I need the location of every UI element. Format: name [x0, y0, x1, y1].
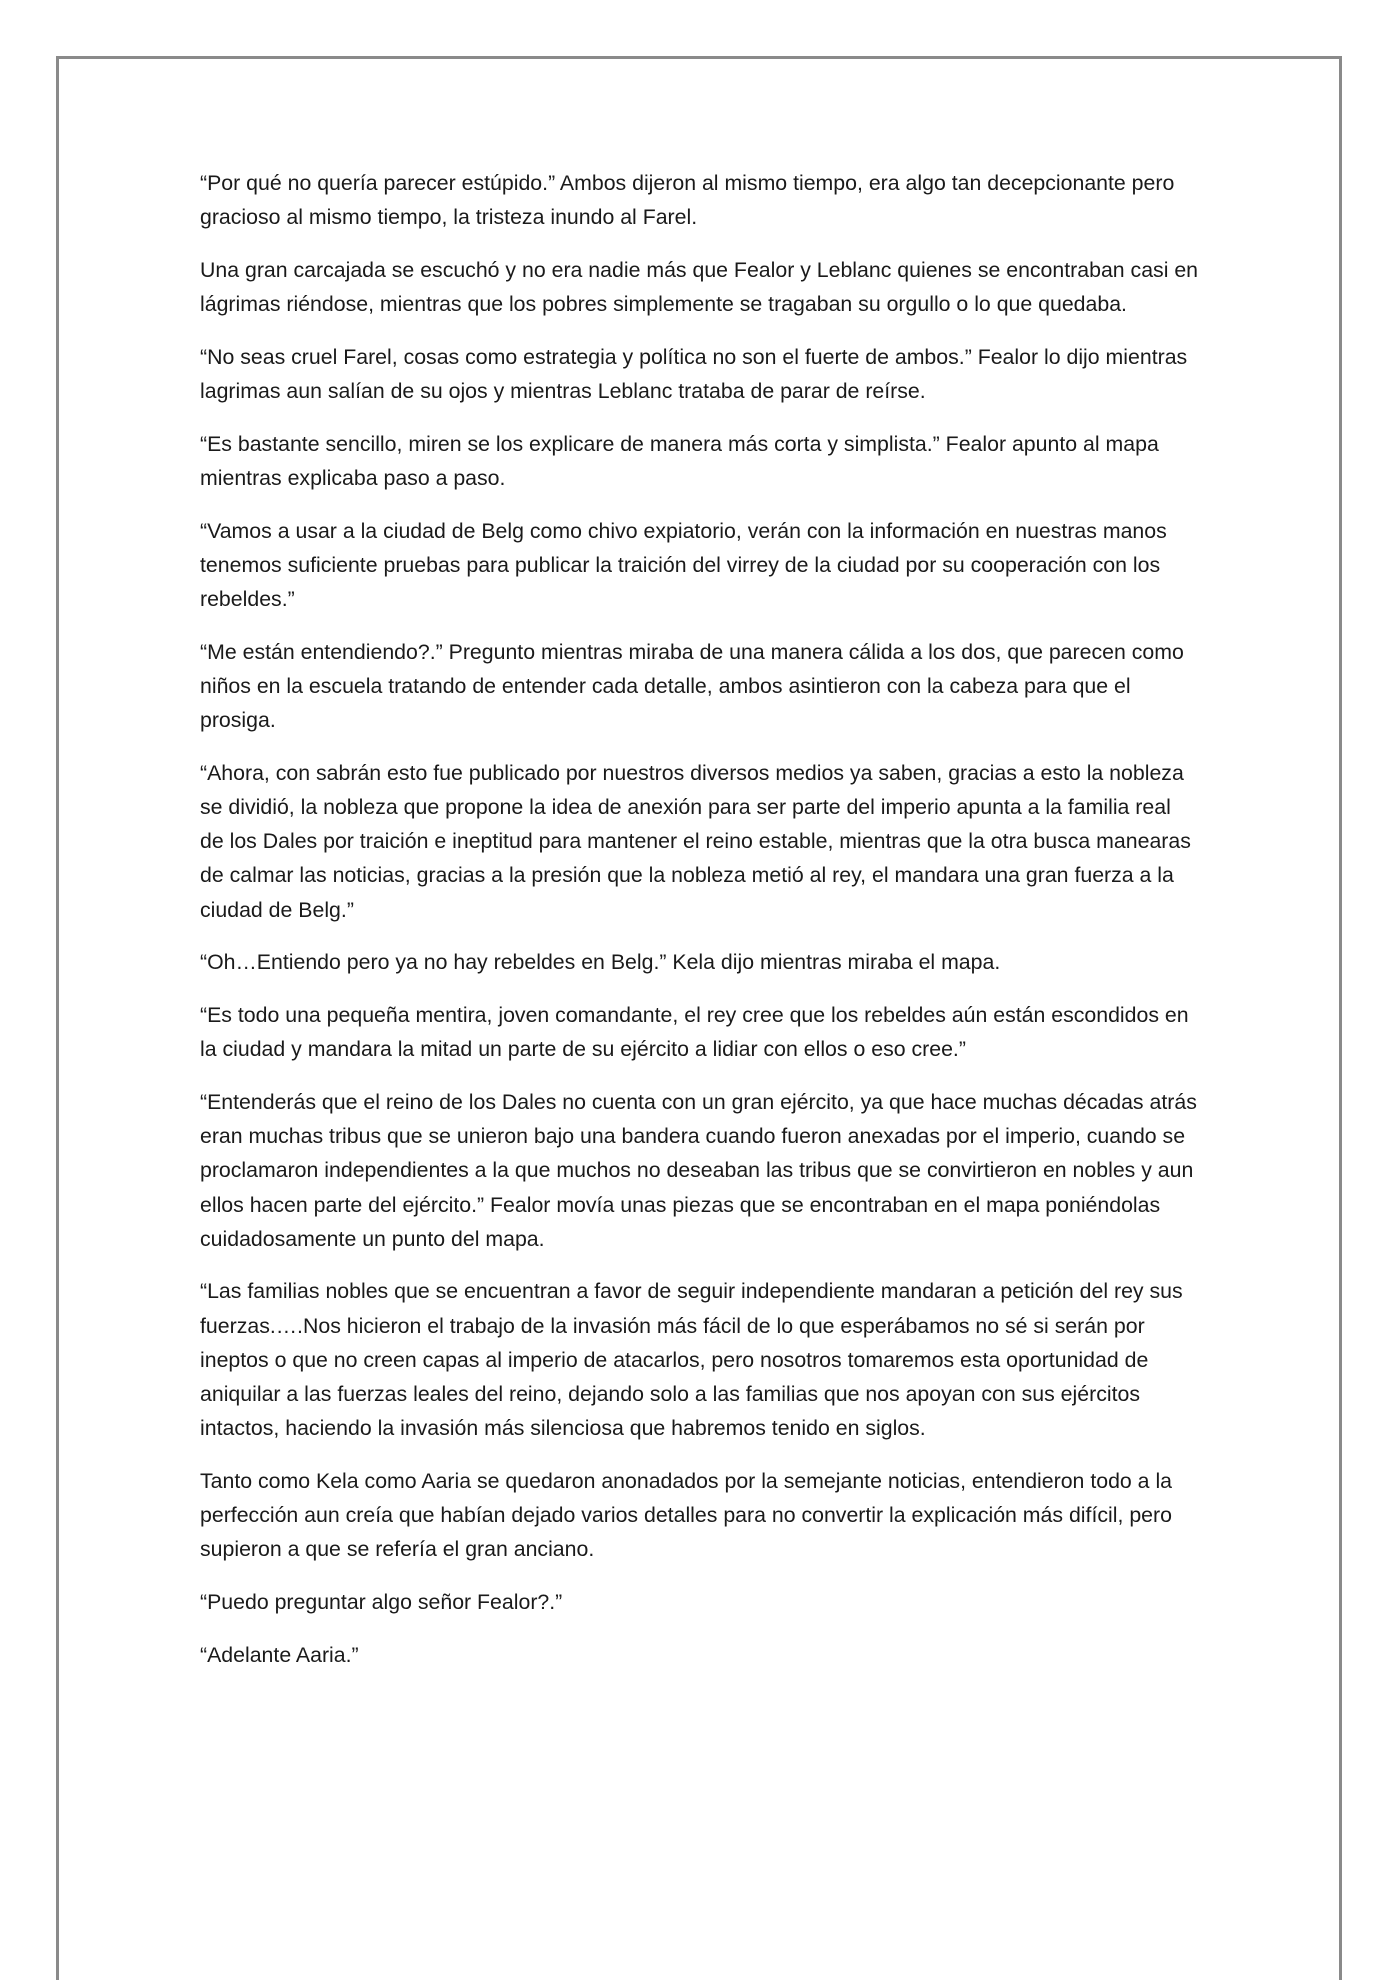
paragraph: “Oh…Entiendo pero ya no hay rebeldes en Belg.” Kela dijo mientras miraba el mapa.: [200, 950, 1001, 975]
paragraph: “Adelante Aaria.”: [200, 1642, 359, 1667]
paragraph: “Me están entendiendo?.” Pregunto mientras miraba de una manera cálida a los dos, que parecen como niños en la escuela tratando de entender cada detalle, ambos asintieron con la cabeza para que el prosiga.: [200, 639, 1184, 733]
paragraph: “Por qué no quería parecer estúpido.” Ambos dijeron al mismo tiempo, era algo tan decepcionante pero gracioso al mismo tiempo, la tristeza inundo al Farel.: [200, 171, 1175, 230]
paragraph: “Ahora, con sabrán esto fue publicado por nuestros diversos medios ya saben, gracias a esto la nobleza se dividió, la nobleza que propone la idea de anexión para ser parte del imperio apunta a la familia real de los Dales por traición e ineptitud para mantener el reino estable, mientras que la otra busca manearas de calmar las noticias, gracias a la presión que la nobleza metió al rey, el mandara una gran fuerza a la ciudad de Belg.”: [200, 760, 1191, 922]
paragraph: “Entenderás que el reino de los Dales no cuenta con un gran ejército, ya que hace muchas décadas atrás eran muchas tribus que se unieron bajo una bandera cuando fueron anexadas por el imperio, cuando se proclamaron independientes a la que muchos no deseaban las tribus que se convirtieron en nobles y aun ellos hacen parte del ejército.” Fealor movía unas piezas que se encontraban en el mapa poniéndolas cuidadosamente un punto del mapa.: [200, 1089, 1197, 1251]
document-body: [200, 166, 1200, 1691]
paragraph: Tanto como Kela como Aaria se quedaron anonadados por la semejante noticias, entendieron todo a la perfección aun creía que habían dejado varios detalles para no convertir la explicación más difícil, pero supieron a que se refería el gran anciano.: [200, 1469, 1173, 1562]
paragraph: “Las familias nobles que se encuentran a favor de seguir independiente mandaran a petición del rey sus fuerzas.….Nos hicieron el trabajo de la invasión más fácil de lo que esperábamos no sé si serán por ineptos o que no creen capas al imperio de atacarlos, pero nosotros tomaremos esta oportunidad de aniquilar a las fuerzas leales del reino, dejando solo a las familias que nos apoyan con sus ejércitos intactos, haciendo la invasión más silenciosa que habremos tenido en siglos.: [200, 1279, 1183, 1441]
paragraph: “Es todo una pequeña mentira, joven comandante, el rey cree que los rebeldes aún están escondidos en la ciudad y mandara la mitad un parte de su ejército a lidiar con ellos o eso cree.”: [200, 1003, 1189, 1062]
paragraph: “Vamos a usar a la ciudad de Belg como chivo expiatorio, verán con la información en nuestras manos tenemos suficiente pruebas para publicar la traición del virrey de la ciudad por su cooperación con los rebeldes.”: [200, 518, 1167, 612]
paragraph: Una gran carcajada se escuchó y no era nadie más que Fealor y Leblanc quienes se encontraban casi en lágrimas riéndose, mientras que los pobres simplemente se tragaban su orgullo o lo que quedaba.: [200, 257, 1199, 317]
paragraph: “No seas cruel Farel, cosas como estrategia y política no son el fuerte de ambos.” Fealor lo dijo mientras lagrimas aun salían de su ojos y mientras Leblanc trataba de parar de reírse.: [200, 344, 1188, 404]
paragraph: “Puedo preguntar algo señor Fealor?.”: [200, 1590, 563, 1615]
paragraph: “Es bastante sencillo, miren se los explicare de manera más corta y simplista.” Fealor apunto al mapa mientras explicaba paso a paso.: [200, 431, 1159, 490]
